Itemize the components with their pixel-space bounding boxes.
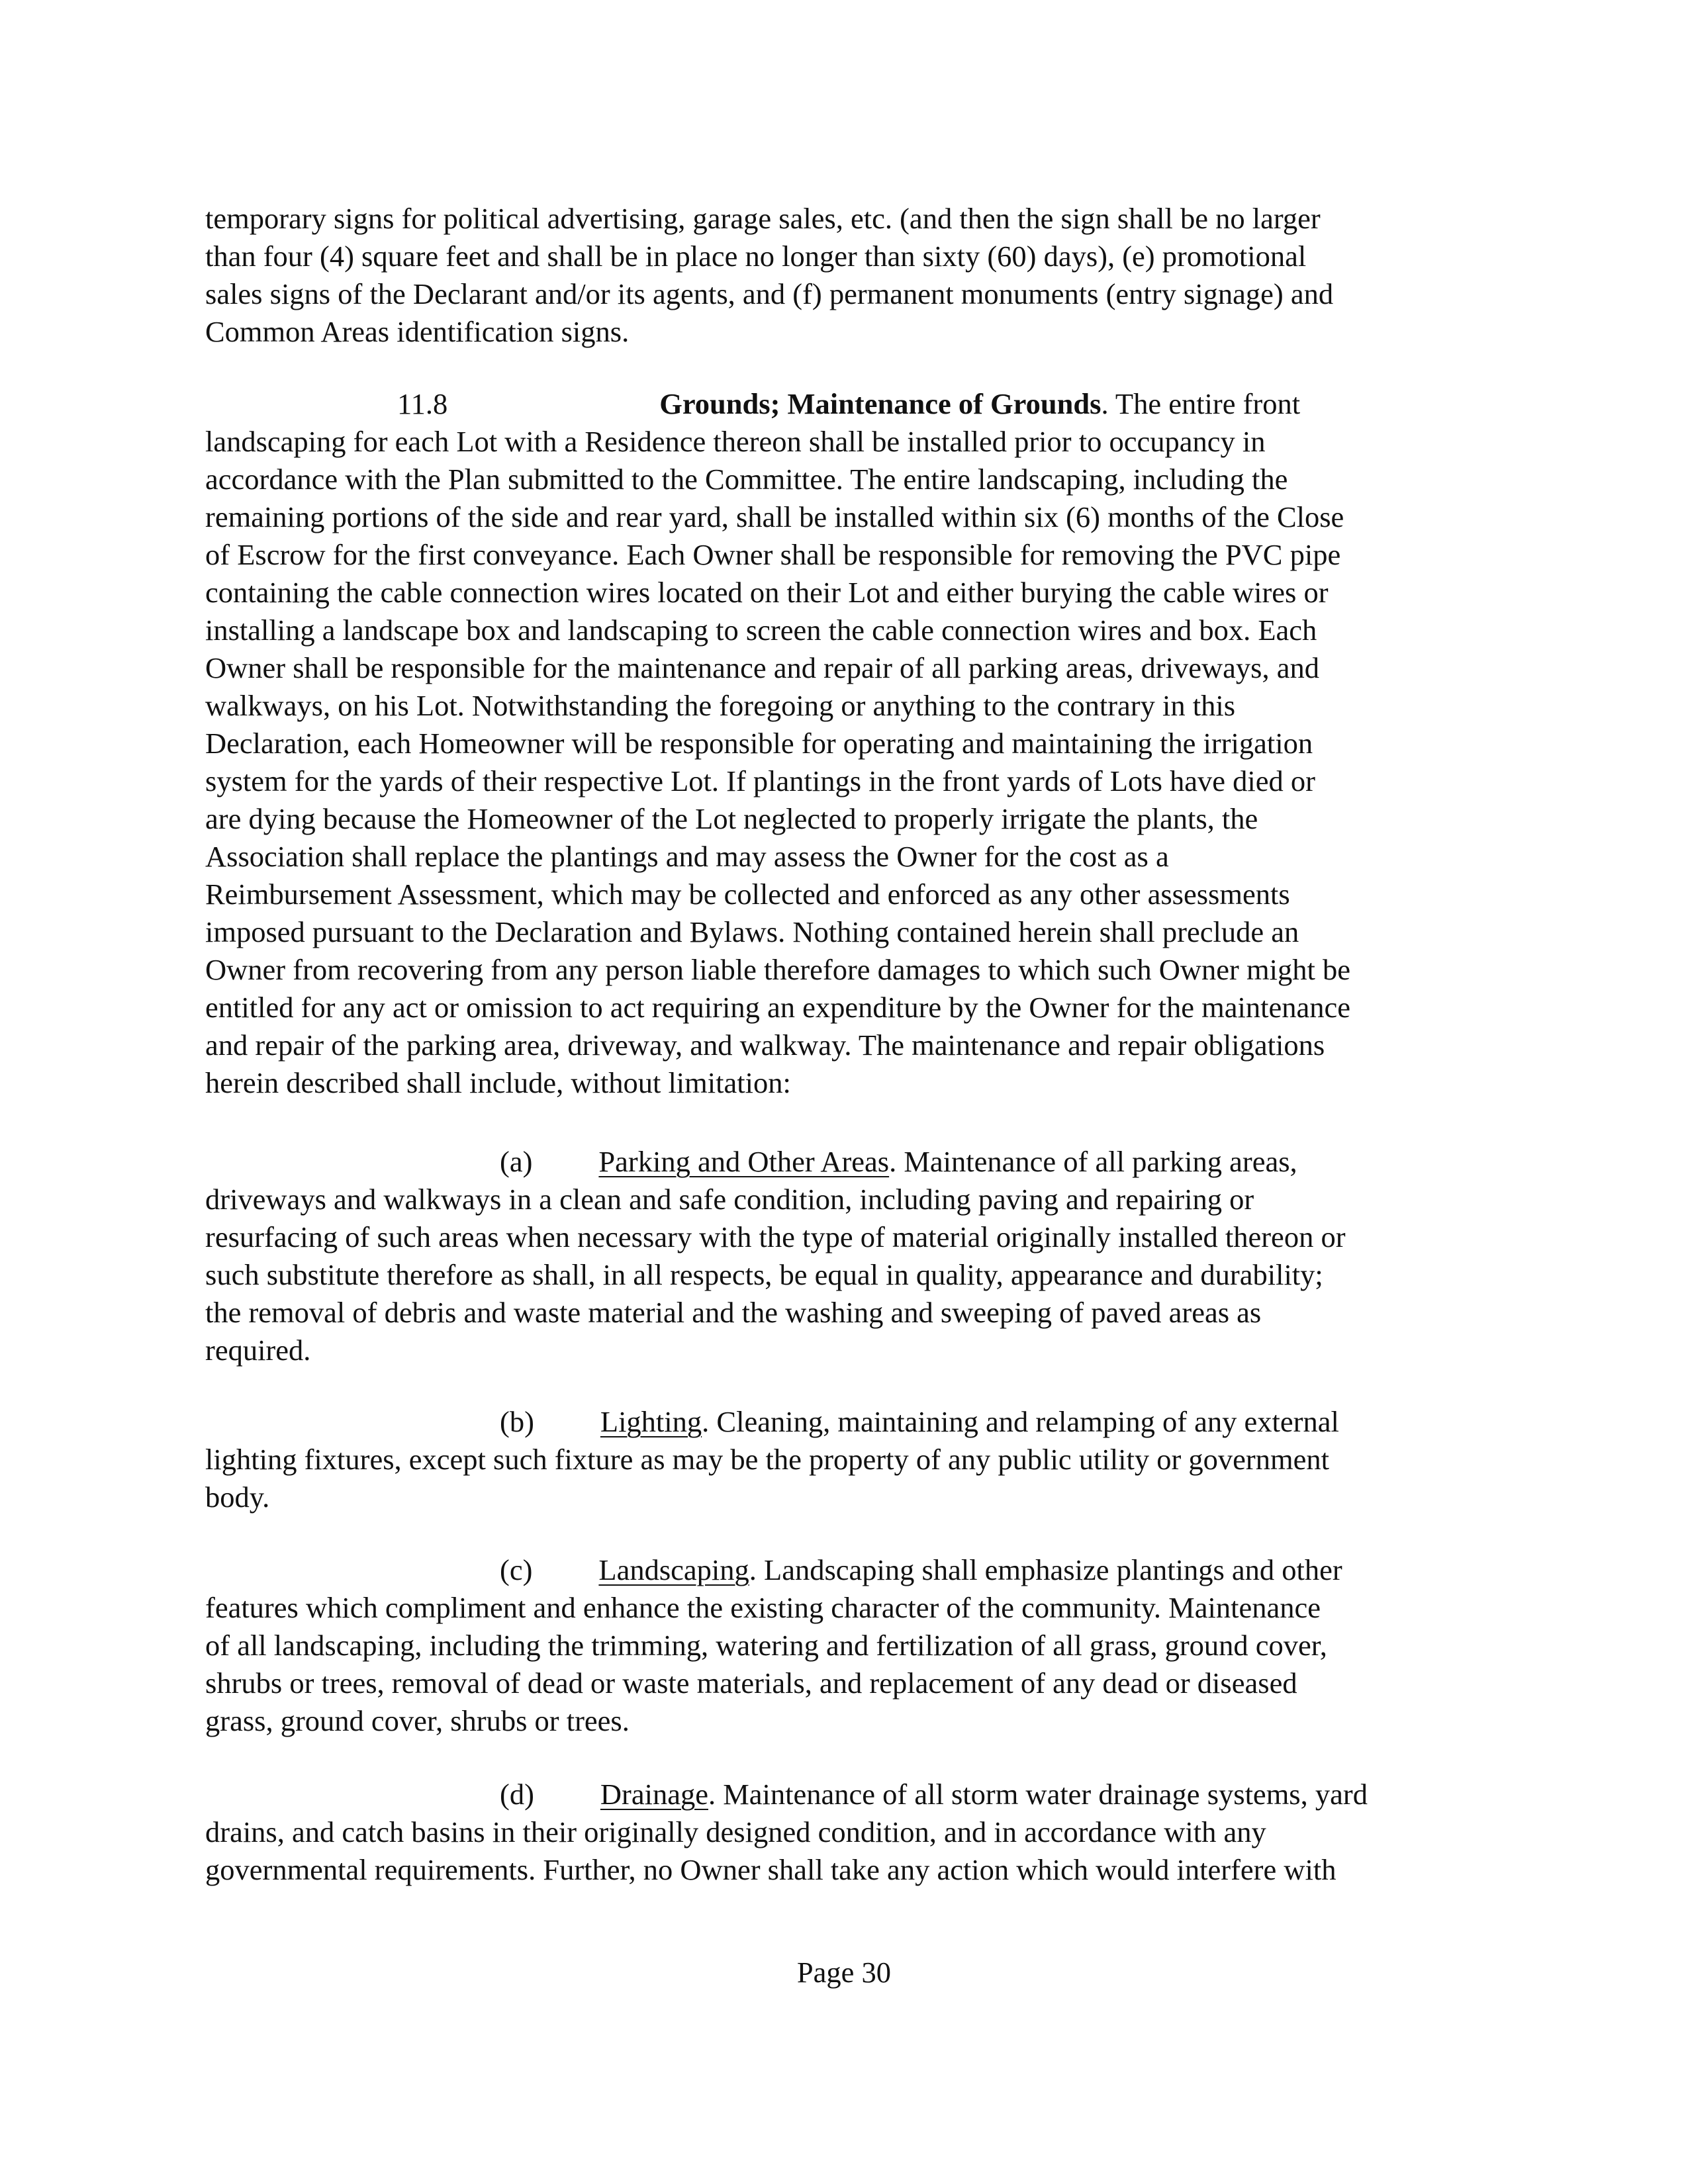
section-line: herein described shall include, without limitation: bbox=[205, 1066, 791, 1099]
subsection-line: shrubs or trees, removal of dead or waste materials, and replacement of any dead or diseased bbox=[205, 1666, 1297, 1700]
subsection-line: governmental requirements. Further, no Owner shall take any action which would interfere with bbox=[205, 1853, 1336, 1886]
intro-line: sales signs of the Declarant and/or its agents, and (f) permanent monuments (entry signage) and bbox=[205, 277, 1334, 310]
section-line: imposed pursuant to the Declaration and Bylaws. Nothing contained herein shall preclude an bbox=[205, 915, 1299, 948]
section-line: Association shall replace the plantings and may assess the Owner for the cost as a bbox=[205, 840, 1169, 873]
section-line: accordance with the Plan submitted to the Committee. The entire landscaping, including the bbox=[205, 463, 1288, 496]
subsection-line: lighting fixtures, except such fixture as may be the property of any public utility or government bbox=[205, 1443, 1329, 1476]
section-heading: Grounds; Maintenance of Grounds bbox=[659, 387, 1102, 420]
subsection-label: (c) bbox=[500, 1553, 533, 1586]
subsection-b-heading-line bbox=[500, 1403, 1339, 1440]
page-number: Page 30 bbox=[796, 1956, 892, 1989]
subsection-c-heading-line bbox=[500, 1551, 1342, 1588]
subsection-a-heading-line bbox=[500, 1143, 1297, 1180]
intro-line: than four (4) square feet and shall be in place no longer than sixty (60) days), (e) promotional bbox=[205, 240, 1307, 273]
subsection-title: Drainage bbox=[600, 1778, 708, 1811]
subsection-first-line-text: . Cleaning, maintaining and relamping of any external bbox=[702, 1405, 1339, 1438]
subsection-title: Landscaping bbox=[598, 1553, 749, 1586]
section-line: system for the yards of their respective Lot. If plantings in the front yards of Lots have died or bbox=[205, 764, 1315, 797]
section-line: are dying because the Homeowner of the Lot neglected to properly irrigate the plants, the bbox=[205, 802, 1258, 835]
subsection-line: required. bbox=[205, 1334, 311, 1367]
section-line: Reimbursement Assessment, which may be collected and enforced as any other assessments bbox=[205, 878, 1290, 911]
subsection-line: resurfacing of such areas when necessary with the type of material originally installed thereon or bbox=[205, 1220, 1346, 1253]
section-line: of Escrow for the first conveyance. Each Owner shall be responsible for removing the PVC pipe bbox=[205, 538, 1341, 571]
section-first-line-text: . The entire front bbox=[1101, 387, 1301, 420]
intro-line: Common Areas identification signs. bbox=[205, 315, 630, 348]
subsection-first-line-text: . Landscaping shall emphasize plantings and other bbox=[749, 1553, 1342, 1586]
section-line: Owner from recovering from any person liable therefore damages to which such Owner might be bbox=[205, 953, 1350, 986]
subsection-first-line-text: . Maintenance of all parking areas, bbox=[889, 1145, 1297, 1178]
section-line: walkways, on his Lot. Notwithstanding the foregoing or anything to the contrary in this bbox=[205, 689, 1236, 722]
subsection-line: the removal of debris and waste material and the washing and sweeping of paved areas as bbox=[205, 1296, 1262, 1329]
section-line: containing the cable connection wires located on their Lot and either burying the cable wires or bbox=[205, 576, 1329, 609]
subsection-line: drains, and catch basins in their originally designed condition, and in accordance with any bbox=[205, 1815, 1266, 1848]
subsection-line: grass, ground cover, shrubs or trees. bbox=[205, 1704, 630, 1737]
section-line: Declaration, each Homeowner will be responsible for operating and maintaining the irrigation bbox=[205, 727, 1313, 760]
subsection-line: of all landscaping, including the trimming, watering and fertilization of all grass, ground cover, bbox=[205, 1629, 1327, 1662]
intro-line: temporary signs for political advertising, garage sales, etc. (and then the sign shall be no larger bbox=[205, 202, 1321, 235]
section-line: Owner shall be responsible for the maintenance and repair of all parking areas, driveways, and bbox=[205, 651, 1319, 684]
subsection-line: driveways and walkways in a clean and safe condition, including paving and repairing or bbox=[205, 1183, 1254, 1216]
subsection-label: (b) bbox=[500, 1405, 534, 1438]
subsection-label: (a) bbox=[500, 1145, 533, 1178]
section-heading-line bbox=[397, 385, 1300, 422]
subsection-d-heading-line bbox=[500, 1776, 1368, 1813]
subsection-line: such substitute therefore as shall, in all respects, be equal in quality, appearance and durability; bbox=[205, 1258, 1323, 1291]
section-line: and repair of the parking area, driveway, and walkway. The maintenance and repair obligations bbox=[205, 1028, 1325, 1062]
section-line: remaining portions of the side and rear yard, shall be installed within six (6) months of the Close bbox=[205, 500, 1344, 533]
section-line: landscaping for each Lot with a Residence thereon shall be installed prior to occupancy in bbox=[205, 425, 1266, 458]
subsection-first-line-text: . Maintenance of all storm water drainage systems, yard bbox=[708, 1778, 1368, 1811]
section-line: installing a landscape box and landscaping to screen the cable connection wires and box. Each bbox=[205, 614, 1317, 647]
subsection-line: body. bbox=[205, 1480, 270, 1514]
subsection-title: Lighting bbox=[600, 1405, 702, 1438]
subsection-line: features which compliment and enhance the existing character of the community. Maintenance bbox=[205, 1591, 1321, 1624]
subsection-label: (d) bbox=[500, 1778, 534, 1811]
section-number: 11.8 bbox=[397, 387, 448, 420]
section-line: entitled for any act or omission to act requiring an expenditure by the Owner for the maintenance bbox=[205, 991, 1350, 1024]
subsection-title: Parking and Other Areas bbox=[598, 1145, 890, 1178]
